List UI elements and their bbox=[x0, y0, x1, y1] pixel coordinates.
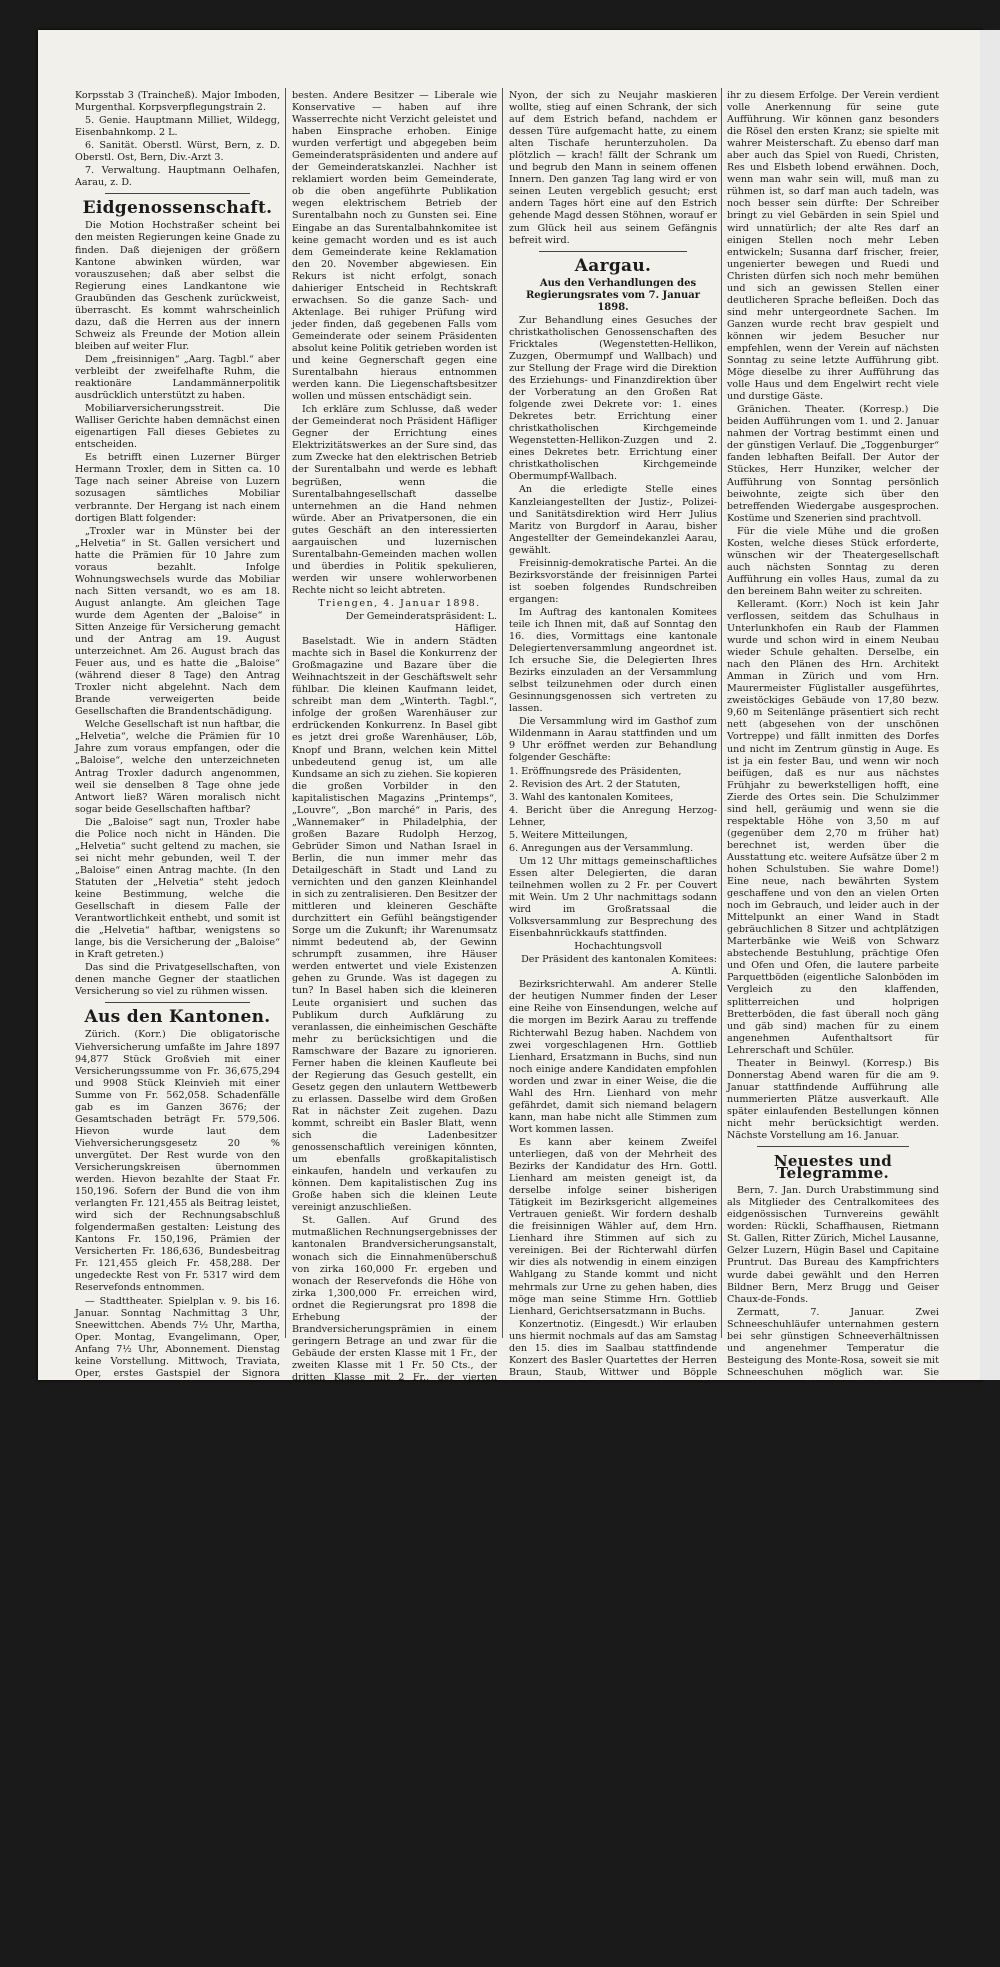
text-paragraph: Zur Behandlung eines Gesuches der christkatholischen Genossenschaften des Fricktales (Wegenstetten-Hellikon, Zuzgen, Obermumpf und Wallbach) und zur Stellung der Frage wird die Direktion des Erziehungs- und Finanzdirektion über der Vorberatung an den Großen Rat folgende zwei Dekrete vor: 1. eines Dekretes betr. Errichtung einer christkatholischen Kirchgemeinde Wegenstetten-Hellikon-Zuzgen und 2. eines Dekretes betr. Errichtung einer christkatholischen Kirchgemeinde Obermumpf-Wallbach. bbox=[509, 314, 717, 483]
subheading: — Ein seltener Neujahrsgestalt. bbox=[310, 1930, 489, 1942]
text-paragraph: Kelleramt. (Korr.) Noch ist kein Jahr verflossen, seitdem das Schulhaus in Unterlunkhofen ein Raub der Flammen wurde und schon wird in einem Neubau wieder Schule gehalten. Derselbe, ein nach den Plänen des Hrn. Architekt Amman in Zürich und vom Hrn. Maurermeister Füglistaller ausgeführtes, zweistöckiges Gebäude von 17,80 bezw. 9,60 m Seitenlänge präsentiert sich recht nett (abgesehen von der unschönen Vortreppe) und fällt inmitten des Dorfes und nicht im Zentrum günstig in Auge. Es ist ja ein fester Bau, und wenn wir noch beifügen, daß es nur aus nächstes Frühjahr zu bewerkstelligen hofft, eine Zierde des Ortes sein. Die Schulzimmer sind hell, geräumig und wenn sie die respektable Höhe von 3,50 m auf (gegenüber dem 2,70 m früher hat) berechnet ist, werden über die Ausstattung etc. weitere Aufsätze über 2 m hohen Schulstuben. Sie wahre Dome!) Eine neue, nach bewährten System geschaffene und von den an vielen Orten noch im Gebrauch, und leider auch in der Mittelpunkt an einer Wand in Stadt gebräuchlichen 8 Sitzer und achtplätzigen Marterbänke wie Weiß von Schwarz abstechende Bestuhlung, prächtige Ofen und Ofen und Ofen, die lautere parbeite Parquettböden (eigentliche Salonböden im Vergleich zu den klaffenden, splitterreichen und holprigen Bretterböden, die fast überall noch gäng und gäb sind) machen für zu einem angenehmen Aufenthaltsort für Lehrerschaft und Schüler. bbox=[727, 598, 939, 1056]
text-paragraph: Korpsstab 3 (Traincheß). Major Imboden, Murgenthal. Korpsverpflegungstrain 2. bbox=[75, 90, 280, 114]
column-4 bbox=[727, 90, 939, 1867]
subheading: Aus den Verhandlungen des Regierungsrates vom 7. Januar 1898. bbox=[525, 277, 701, 313]
text-paragraph: Zürich. (Korr.) Die obligatorische Viehversicherung umfaßte im Jahre 1897 94,877 Stück Großvieh mit einer Versicherungssumme von Fr. 36,675,294 und 9908 Stück Kleinvieh mit einer Summe von Fr. 562,058. Schadenfälle gab es im Ganzen 3676; der Gesamtschaden beträgt Fr. 579,506. Hievon wurde laut dem Viehversicherungsgesetz 20 % unvergütet. Der Rest wurde von den Versicherungskreisen übernommen werden. Hievon bezahlte der Staat Fr. 150,196. Sofern der Bund die von ihm verlangten Fr. 121,455 als Beitrag leistet, wird sich der Rechnungsabschluß folgendermaßen gestalten: Leistung des Kantons Fr. 150,196, Prämien der Versicherten Fr. 186,636, Bundesbeitrag Fr. 121,455 gleich Fr. 458,288. Der ungedeckte Rest von Fr. 5317 wird dem Reservefonds entnommen. bbox=[75, 1029, 280, 1294]
text-paragraph: Thurgau. Die Notare des Kantons sind von der Regierung darauf aufmerksam gemacht worden, daß es nicht gestattet ist, daß in den Bureaux, in welchen sich die Notariatskanzleien befinden, Wirtschaften betrieben werden. Die „Thurgauer Tagblatt“ klagt über die Ungleichheit welche die Notare in ländlichen Gegenden über den Betrieb einer Wirtschaft. Den Friedensrichtern ist das Wirten gestattet, und es wird wohl schwer halten, den Notaren das nämliche Recht zu verbieten. bbox=[292, 1433, 497, 1589]
text-paragraph: Bezirksrichterwahl. Am anderer Stelle der heutigen Nummer finden der Leser eine Reihe von Einsendungen, welche auf die morgen im Bezirk Aarau zu treffende Richterwahl Bezug haben. Nachdem von zwei vorgeschlagenen Hrn. Gottlieb Lienhard, Ersatzmann in Buchs, sind nun noch einige andere Kandidaten empfohlen worden und zwar in einer Weise, die die Wahl des Hrn. Lienhard von mehr gefährdet, damit sich niemand belagern kann, man habe nicht alle Stimmen zum Wort kommen lassen. bbox=[509, 979, 717, 1135]
text-paragraph: ihr zu diesem Erfolge. Der Verein verdient volle Anerkennung für seine gute Aufführung. Wir können ganz besonders die Rösel den ersten Kranz; sie spielte mit wahrer Meisterschaft. Zu ebenso darf man aber auch das Spiel von Ruedi, Christen, Res und Elsbeth lobend erwähnen. Doch, wenn man wahr sein will, muß man zu rühmen ist, so darf man auch tadeln, was noch besser sein dürfte: Der Schreiber bringt zu viel Gebärden in sein Spiel und wird unnatürlich; der alte Res darf an einigen Stellen noch mehr Leben entwickeln; Susanna darf frischer, freier, ungenierter bewegen und Ruedi und Christen dürfen sich noch mehr bemühen und sich an gewissen Stellen einer deutlicheren Sprache befleißen. Doch das sind mehr untergeordnete Sachen. Im Ganzen wurde recht brav gespielt und können wir jedem Besucher nur empfehlen, wenn der Verein auf nächsten Sonntag zu seine letzte Aufführung gibt. Möge dieselbe zu ihrer Aufführung das volle Haus und dem Engelwirt recht viele und durstige Gäste. bbox=[727, 90, 939, 403]
text-paragraph: Freisinnig-demokratische Partei. An die Bezirksvorstände der freisinnigen Partei ist soeben folgendes Rundschreiben ergangen: bbox=[509, 557, 717, 605]
text-paragraph: Für die viele Mühe und die großen Kosten, welche dieses Stück erforderte, wünschen wir der Theatergesellschaft auch nächsten Sonntag zu deren Aufführung ein volles Haus, zumal da zu den bereinem Bahn weiter zu schreiten. bbox=[727, 525, 939, 597]
page-edge bbox=[980, 30, 1000, 1380]
text-paragraph: Frankfurt, 8. Jan. Der schweizerische Ingenieur Cattani, der kürzlich wegen angeblicher Befähigung von Damen auf offener Straße verhaftet wurde und der Brottag die freilich die Red.) ist wegen die gleichen Vergehens neuerdings verhaftet worden. bbox=[727, 1734, 939, 1818]
text-paragraph: An die erledigte Stelle eines Kanzleiangestellten der Justiz-, Polizei- und Sanitätsdirektion wird Herr Julius Maritz von Burgdorf in Aarau, bisher Angestellter der Gemeindekanzlei Aarau, gewählt. bbox=[509, 484, 717, 556]
divider bbox=[105, 1002, 250, 1003]
section-heading: Aargau. bbox=[574, 255, 652, 276]
text-paragraph: Neuenburg. Von der französischen Grenze wird in Morteau den „National suisse“ in Chaux-de-Fonds berichtet, daß am 27. v. M. der Maire Barthelet von St. Point zu seinem Erstaunen auf dem Fensterbrett seiner Küche ein Paket fand mit 2000 Franken in Banknoten, welche das Geld ein Käfer Biennet, dem es vor zehn Jahren gestohlen worden waren. So etwas kommt nicht alle Tage vor und ist daher schon notiert worden. bbox=[292, 1590, 497, 1723]
subheading: Letzte Telegramme. bbox=[782, 1721, 894, 1733]
text-paragraph: Chur, 7. Jan. Der Wildhüter Schmid aus Malix wollte einen Irrsinnigen von Sturze vom Dache eines Hauses retten, und wurde mit diesem in die Tiefe mitgerissen; beide wurden getötet. bbox=[727, 1440, 939, 1500]
text-paragraph: 7. Verwaltung. Hauptmann Oelhafen, Aarau, z. D. bbox=[75, 165, 280, 189]
text-paragraph: London, 7. Jan. Nach der „Daily News“ wird in Moskau ein Vertrag zwischen Rußland und China im Peking Often zusammentreten. In politischen Kreisen ist man der Ansicht, daß eine englisch-japanische Allianz. „Times“ will wissen, Kiao-Tschau sei von Deutschland für 99 Jahre gepachtet worden. bbox=[727, 1574, 939, 1670]
text-paragraph: 5. Genie. Hauptmann Milliet, Wildegg, Eisenbahnkomp. 2 L. bbox=[75, 115, 280, 139]
signature-line: Der Gemeinderatspräsident: L. Häfliger. bbox=[345, 611, 497, 635]
text-paragraph: Baselstadt. Wie in andern Städten machte sich in Basel die Konkurrenz der Großmagazine und Bazare über die Weihnachtszeit in der Geschäftswelt sehr fühlbar. Die kleinen Kaufmann leidet, schreibt man dem „Winterth. Tagbl.“, infolge der großen Warenhäuser zur erdrückenden Konkurrenz. In Basel gibt es jetzt drei große Warenhäuser, Löb, Knopf und Brann, welchen kein Mittel unbedeutend genug ist, um alle Kundsame an sich zu ziehen. Sie kopieren die großen Vorbilder in den kapitalistischen Magazins „Printemps“, „Louvre“, „Bon marché“ in Paris, des „Wannemaker“ in Philadelphia, der großen Bazare Rudolph Herzog, Gebrüder Simon und Nathan Israel in Berlin, die nun immer mehr das Detailgeschäft in Stadt und Land zu vernichten und den ganzen Kleinhandel in sich zu zentralisieren. Den Besitzer der mittleren und kleineren Geschäfte durchzittert ein Gefühl beängstigender Sorge um die Zukunft; ihr Warenumsatz nimmt bedeutend ab, der Gewinn schrumpft zusammen, ihre Häuser werden entwertet und viele Existenzen gehen zu Grunde. Was ist dagegen zu tun? In Basel haben sich die kleineren Leute organisiert und suchen das Publikum durch Aufklärung zu veranlassen, die einheimischen Geschäfte mehr zu berücksichtigen und die Ramschware der Bazare zu ignorieren. Ferner haben die kleinen Kaufleute bei der Regierung das Gesuch gestellt, ein Gesetz gegen den unlautern Wettbewerb zu erlassen. Dasselbe wird dem Großen Rat in nächster Zeit zugehen. Dazu kommt, schreibt ein Basler Blatt, wenn sich die Ladenbesitzer genossenschaftlich vereinigen könnten, um ebenfalls großkapitalistisch einkaufen, handeln und verkaufen zu können. Dem kapitalistischen Zug ins Große haben sich die kleinen Leute vereinigt anzuschließen. bbox=[292, 636, 497, 1214]
list-item: 5. Weitere Mitteilungen, bbox=[509, 829, 628, 841]
text-paragraph: besten. Andere Besitzer — Liberale wie Konservative — haben auf ihre Wasserrechte nicht Verzicht geleistet und haben Einsprache erhoben. Einige wurden verfertigt und abgegeben beim Gemeinderatspräsidenten und andere auf der Gemeinderatskanzlei. Nachher ist reklamiert worden beim Gemeinderate, ob die oben angeführte Publikation wegen elektrischem Betrieb der Surentalbahn noch zu Gunsten sei. Eine Eingabe an das Surentalbahnkomitee ist keine gemacht worden und es ist auch dem Gemeinderate keine Reklamation den 20. November abgewiesen. Ein Rekurs ist nicht erfolgt, sonach dahieriger Entscheid in Rechtskraft erwachsen. So die ganze Sach- und Aktenlage. Bei ruhiger Prüfung wird jeder finden, daß gegebenen Falls vom Gemeinderate oder seinem Präsidenten absolut keine Politik getrieben worden ist und keine Gegnerschaft gegen eine Surentalbahn hieraus entnommen werden kann. Die Liegenschaftsbesitzer wollen und müssen entschädigt sein. bbox=[292, 90, 497, 403]
column-rule bbox=[285, 88, 286, 1338]
list-item: 4. Bericht über die Anregung Herzog-Lehner, bbox=[509, 804, 717, 828]
text-paragraph: Ein junger Mann aus einem Dorfe oberhalb bbox=[292, 1943, 497, 1967]
text-paragraph: Mobiliarversicherungsstreit. Die Walliser Gerichte haben demnächst einen eigenartigen Fall dieses Gebietes zu entscheiden. bbox=[75, 403, 280, 451]
text-paragraph: Es kann aber keinem Zweifel unterliegen, daß von der Mehrheit des Bezirks der Kandidatur des Hrn. Gottl. Lienhard am meisten geneigt ist, da derselbe infolge seiner bisherigen Tätigkeit im Bezirksgericht allgemeines Vertrauen genießt. Wir fordern deshalb die freisinnigen Wähler auf, dem Hrn. Lienhard ihre Stimmen auf sich zu vereinigen. Bei der Richterwahl dürfen wir dies als notwendig in einem einzigen Wahlgang zu Stande kommt und nicht mehrmals zur Urne zu gehen haben, dies möge man seine Stimme Hrn. Gottlieb Lienhard, Gerichtsersatzmann in Buchs. bbox=[509, 1136, 717, 1317]
text-paragraph: 6. Sanität. Oberstl. Würst, Bern, z. D. Oberstl. Ost, Bern, Div.-Arzt 3. bbox=[75, 140, 280, 164]
text-paragraph: Ober-Entfelden. (Eing.) Wir waren am letzten Neujahrstage auch im Theater und zwar im Engel zu Oberentfelden, wo die dortige Musikgesellschaft „Das Schweizerherz“ von Heimann, ein neueres vaterländisches Stück, über die Bretter gehen ließ. Wir werden da in die Zeit des deutsch-französischen Krieges, in die sog. Bourbakizeit, zurückversetzt, wo die in das äußerste Elend, in voller Verzweiflung sich auf Schweizerboden flüchteten und vom Schweizervolk mit warmem Herzen aufgenommen und mehrere Wochen aufs beste verpflegt wurden. bbox=[509, 1561, 717, 1730]
signature-line: Hochachtungsvoll bbox=[574, 941, 662, 953]
column-2 bbox=[292, 90, 497, 1967]
divider bbox=[539, 251, 687, 252]
text-paragraph: Zermatt, 7. Januar. Zwei Schneeschuhläufer unternahmen gestern bei sehr günstigen Schneeverhältnissen und angenehmer Temperatur die Besteigung des Monte-Rosa, soweit sie mit Schneeschuhen möglich war. Sie erreichten eine Höhe von 4200 Metern und statteten im Vorbeigehen auch dem Riffelhorn einen Besuch ab; der Rückweg nach Zermatt wurde in kaum sechs Minuten und ging von statten ohne Gefahr. bbox=[727, 1306, 939, 1439]
signature-line: Triengen, 4. Januar 1898. bbox=[318, 597, 481, 609]
text-paragraph: Shanghai, 7. Jan. Rußland will für sich in Port Arthur dieselben Vorteile erlangen wie Deutschland in Kiao-Tschau. England und Japan machen jedoch Opposition. bbox=[727, 1672, 939, 1720]
text-paragraph: Waadt. In Hermenches hätten die Neujahrsfeste bald großes Unglück verursacht. Die Jugend des Dorfes war üblicherweise in einem Saale versammelt, als jemand an ein an der Decke angebrachtes Gefäß stieß, das auf den Fußboden fiel und den Lokal mitteilte. Die erschreckten Kinder drängten sich zum Ausgange und ermöglichten sich der schmalen Treppe eine betrübliche Stockung. Auf ihr Schreien eilte aber sofort Hilfe herbei, so daß jemand die Treppe hinunter zu Hülfe und löschte zugleich schnell die beginnende Feuersbrunst; immerhin trugen einige der Kleinen nicht unbedenkliche Verletzungen davon. bbox=[292, 1724, 497, 1929]
text-paragraph: Das sind die Privatgesellschaften, von denen manche Gegner der staatlichen Versicherung so viel zu rühmen wissen. bbox=[75, 962, 280, 998]
column-rule bbox=[502, 88, 503, 1338]
text-paragraph: Das Konzessionsgesuch zur Anlage eines Wasserwerkes an der Sure unterhalb Triengen behufs Erzeugung elektrischer Energie für Beleuchtung und elektrische Verwendung mit Einspruchsfrist bis und mit 9. Dezbr. abhin ist publiziert im Kantonsblatt Nr. 45 vom 11. November 1897. Dahierige Einsprüche sind bei der Gemeinderatskanzlei anzubringen. Am Schlusse des Gesuches ist gesagt: eventuell für eine Surentalbahn. Die Surenmattenbesitzer haben das Wasserrecht und es besitzen dieselben mit ohne Ausnahme das Wasserrecht aus den Wassergraben eingetragen. Einige Besitzer haben darauf Verzicht geleistet. Mit welcher Mühe und Vorgaben bis zu Stande gekommen, wissen die HH. Gebr. Fischer am bbox=[75, 1562, 280, 1803]
list-item: 1. Eröffnungsrede des Präsidenten, bbox=[509, 765, 682, 777]
text-paragraph: Die Motion Hochstraßer scheint bei den meisten Regierungen keine Gnade zu finden. Daß diejenigen der größern Kantone abwinken würden, war vorauszusehen; daß aber selbst die Regierung eines Landkantone wie Graubünden das Geschenk zurückweist, überrascht. Es kommt wahrscheinlich dazu, daß die Herren aus der innern Schweiz als Freunde der Motion allein bleiben auf weiter Flur. bbox=[75, 220, 280, 352]
text-paragraph: — Stadttheater. Spielplan v. 9. bis 16. Januar. Sonntag Nachmittag 3 Uhr, Sneewittchen. Abends 7½ Uhr, Martha, Oper. Montag, Evangelimann, Oper, Anfang 7½ Uhr, Abonnement. Dienstag keine Vorstellung. Mittwoch, Traviata, Oper, erstes Gastspiel der Signora Prevosti, Anf. 7½ Uhr, Abonnement. Donnerstag, Mikado, Operette, Anf. 7½ Uhr. Freitag, Lucia, Oper, Sign. Prevosti als Gast, Anf. 7½ Uhr, Abonnement. Samstag, Wintermärchen, Schauspiel, Anf. 7½ Uhr. Sonntag, Nachmittags 3 Uhr Carmen, Oper, Sign. Prevosti als Gast. Abends 7½ U. Rund der Sabinerinnen, Schwank. bbox=[75, 1295, 280, 1488]
text-paragraph: Um 12 Uhr mittags gemeinschaftliches Essen alter Delegierten, die daran teilnehmen wollen zu 2 Fr. per Couvert mit Wein. Um 2 Uhr nachmittags sodann wird im Großratssaal die Volksversammlung zur Besprechung des Eisenbahnrückkaufs stattfinden. bbox=[509, 855, 717, 940]
text-paragraph: Theater in Beinwyl. (Korresp.) Bis Donnerstag Abend waren für die am 9. Januar stattfindende Aufführung alle nummerierten Plätze ausverkauft. Alle später einlaufenden Bestellungen können nicht mehr berücksichtigt werden. Nächste Vorstellung am 16. Januar. bbox=[727, 1057, 939, 1142]
list-item: 6. Anregungen aus der Versammlung. bbox=[509, 842, 694, 854]
text-paragraph: Gränichen. Theater. (Korresp.) Die beiden Aufführungen vom 1. und 2. Januar nahmen der Vortrag bestimmt einen und der günstigen Verlauf. Die „Toggenburger“ fanden lebhaften Beifall. Der Autor der Stückes, Herr Hunziker, welcher der Aufführung von Sonntag persönlich beiwohnte, zeigte sich über den betreffenden Wiedergabe ausgesprochen. Kostüme und Szenerien sind prachtvoll. bbox=[727, 404, 939, 524]
column-3 bbox=[509, 90, 717, 1767]
text-paragraph: Shanghai, 8. Jan. Japan stellt drei Panzerschiffe und 10 Panzerkreuzer zur Verfügung des englischen Viceadmirals in den chinesischen Gewässern. bbox=[727, 1819, 939, 1867]
text-paragraph: Im Auftrag des kantonalen Komitees teile ich Ihnen mit, daß auf Sonntag den 16. dies, Vormittags eine kantonale Delegiertenversammlung angeordnet ist. Ich ersuche Sie, die Delegierten Ihres Bezirks einzuladen an der Versammlung selbst teilzunehmen oder durch einen Gesinnungsgenossen sich vertreten zu lassen. bbox=[509, 606, 717, 715]
text-paragraph: Nyon, der sich zu Neujahr maskieren wollte, stieg auf einen Schrank, der sich auf dem Estrich befand, nachdem er dessen Türe aufgemacht hatte, zu einem alten Tischafe herunterzuholen. Da plötzlich — krach! fällt der Schrank um und begrub den Mann in seinem offenen Innern. Den ganzen Tag lang wird er von seinen Leuten vergeblich gesucht; erst andern Tages hört eine auf den Estrich gehende Magd dessen Stöhnen, worauf er zum Glück heil aus seinem Gefängnis befreit wird. bbox=[509, 90, 717, 246]
text-paragraph: Bern, 7. Jan. Durch Urabstimmung sind als Mitglieder des Centralkomitees des eidgenössischen Turnvereins gewählt worden: Rückli, Schaffhausen, Rietmann St. Gallen, Ritter Zürich, Michel Lausanne, Gelzer Luzern, Hügin Basel und Capitaine Pruntrut. Das Bureau des Kampfrichters wurde dabei gewählt und den Herren Bildner Bern, Merz Brugg und Geiser Chaux-de-Fonds. bbox=[727, 1185, 939, 1305]
text-paragraph: Die „Baloise“ sagt nun, Troxler habe die Police noch nicht in Händen. Die „Helvetia“ sucht geltend zu machen, sie sei nicht mehr gebunden, weil T. der „Baloise“ einen Antrag machte. (In den Statuten der „Helvetia“ steht jedoch keine Bestimmung, welche die Gesellschaft in diesem Falle der Verantwortlichkeit enthebt, und somit ist die „Helvetia“ haftbar, wenigstens so lange, bis die Versicherung der „Baloise“ in Kraft getreten.) bbox=[75, 816, 280, 961]
section-heading: Aus den Kantonen. bbox=[84, 1007, 271, 1028]
text-paragraph: Welche Gesellschaft ist nun haftbar, die „Helvetia“, welche die Prämien für 10 Jahre zum voraus empfangen, oder die „Baloise“, welche den unterzeichneten Antrag Troxler dadurch angenommen, weil sie denselben 8 Tage ohne jede Antwort ließ? Wären moralisch nicht sogar beide Gesellschaften haftbar? bbox=[75, 719, 280, 815]
column-rule bbox=[721, 88, 722, 1338]
text-paragraph: Straßburg, 7. Jan. Gestern Abend 5 Uhr stürzte der ganze Bau einer verstädigen Rennhaus, das Treppenhauses ab gebaut wurde, zusammen. Fünf Arbeiter sind tot, 4 schwer, 4 weniger schwer verletzt, 3 werden noch vermißt. bbox=[727, 1501, 939, 1573]
text-paragraph: Die Unglücksfälle infolge unvorsichtigen Umgangs mit Petroleum mehren sich von Tag zu Tag. Bekanntlich ist es, daß Wasser in das brennende Petroleum gegossen, diese nur noch mehr zerstäubt und breitet, sondern vielmehr dasselbe bei noch einer größern Raum verbreitet. Das sicherste Mittel zum Ersticken eines Brandes ist Erde oder Sand. Milch, welche demselben Zweck erfüllt und welches in jedem Haushalt fast immer zur Hand sein dürfte: die Milch. Auf brennendes Petroleum gegossen, bringt sie dieses sofort zum Erlöschen. bbox=[509, 1391, 717, 1560]
text-paragraph: Die Musikgesellschaft hat mit der Wahl dieses Stückes einen guten Wurf getan; wir gratulieren bbox=[509, 1731, 717, 1767]
text-paragraph: „Troxler war in Münster bei der „Helvetia“ in St. Gallen versichert und hatte die Prämien für 10 Jahre zum voraus bezahlt. Infolge Wohnungswechsels wurde das Mobiliar nach Sitten versandt, wo es am 18. August anlangte. Am gleichen Tage wurde dem Agenten der „Baloise“ in Sitten Anzeige für Versicherung gemacht und der Antrag am 19. August unterzeichnet. Am 26. August brach das Feuer aus, und es hatte die „Baloise“ (während dieser 8 Tage) den Antrag Troxler nicht abgelehnt. Nach dem Brande verweigerten beide Gesellschaften die Brandentschädigung. bbox=[75, 525, 280, 718]
text-paragraph: Die Versammlung wird im Gasthof zum Wildenmann in Aarau stattfinden und um 9 Uhr eröffnet werden zur Behandlung folgender Geschäfte: bbox=[509, 716, 717, 764]
text-paragraph: Luzern. Triengen. Bezugnehmend auf die Korrespondenz vom 24. Dezember abhin im „Vaterland“ betreffend Wasserrechts-Konzession an der Sure, angeregt von HH. Gebr. Fischer im Feld, erlauben wir nachstehende Erwiderung: bbox=[75, 1489, 280, 1561]
list-item: 3. Wahl des kantonalen Komitees, bbox=[509, 791, 674, 803]
section-heading: Neuestes und Telegramme. bbox=[773, 1152, 893, 1183]
column-1 bbox=[75, 90, 280, 1803]
text-paragraph: St. Gallen. Auf Grund des mutmaßlichen Rechnungsergebnisses der kantonalen Brandversicherungsanstalt, wonach sich die Einnahmenüberschuß von zirka 160,000 Fr. ergeben und wonach der Reservefonds die Höhe von zirka 1,300,000 Fr. erreichen wird, ordnet die Regierungsrat pro 1898 die Erhebung der Brandversicherungsprämien in einem geringern Betrage an und zwar für die Gebäude der ersten Klasse mit 1 Fr., der zweiten Klasse mit 1 Fr. 50 Cts., der dritten Klasse mit 2 Fr., der vierten Klasse mit 2 Fr. 50 Cts., der fünften Klasse mit 3 Fr., der sechsten Klasse mit 4 Fr. vom Tausend des Versicherungskapitals. bbox=[292, 1215, 497, 1432]
list-item: 2. Revision des Art. 2 der Statuten, bbox=[509, 778, 681, 790]
divider bbox=[757, 1146, 909, 1147]
text-paragraph: Dem „freisinnigen“ „Aarg. Tagbl.“ aber verbleibt der zweifelhafte Ruhm, die reaktionäre Landammännerpolitik ausdrücklich unterstützt zu haben. bbox=[75, 353, 280, 402]
text-paragraph: Ich erkläre zum Schlusse, daß weder der Gemeinderat noch Präsident Häfliger Gegner der Errichtung eines Elektrizitätswerkes an der Sure sind, das zum Zwecke hat den elektrischen Betrieb der Surentalbahn und werde es lebhaft begrüßen, wenn die Surentalbahngesellschaft dasselbe unternehmen an die Hand nehmen würde. Aber an Privatpersonen, die ein gutes Geschäft an den interessierten aargauischen und luzernischen Surentalbahn-Gemeinden machen wollen und überdies in Politik spekulieren, werden wir unsere wohlerworbenen Rechte nicht so leicht abtreten. bbox=[292, 404, 497, 596]
signature-line: Der Präsident des kantonalen Komitees: A. Küntli. bbox=[521, 954, 717, 978]
section-heading: Eidgenossenschaft. bbox=[82, 198, 273, 219]
text-paragraph: Es betrifft einen Luzerner Bürger Hermann Troxler, dem in Sitten ca. 10 Tage nach seiner Abreise von Luzern sozusagen sämtliches Mobiliar verbrannte. Der Hergang ist nach einem dortigen Blatt folgender: bbox=[75, 452, 280, 524]
divider bbox=[105, 193, 250, 194]
text-paragraph: Konzertnotiz. (Eingesdt.) Wir erlauben uns hiermit nochmals auf das am Samstag den 15. dies im Saalbau stattfindende Konzert des Basler Quartettes der Herren Braun, Staub, Wittwer und Böpple besonders aufmerksam zu machen. bbox=[509, 1318, 717, 1390]
